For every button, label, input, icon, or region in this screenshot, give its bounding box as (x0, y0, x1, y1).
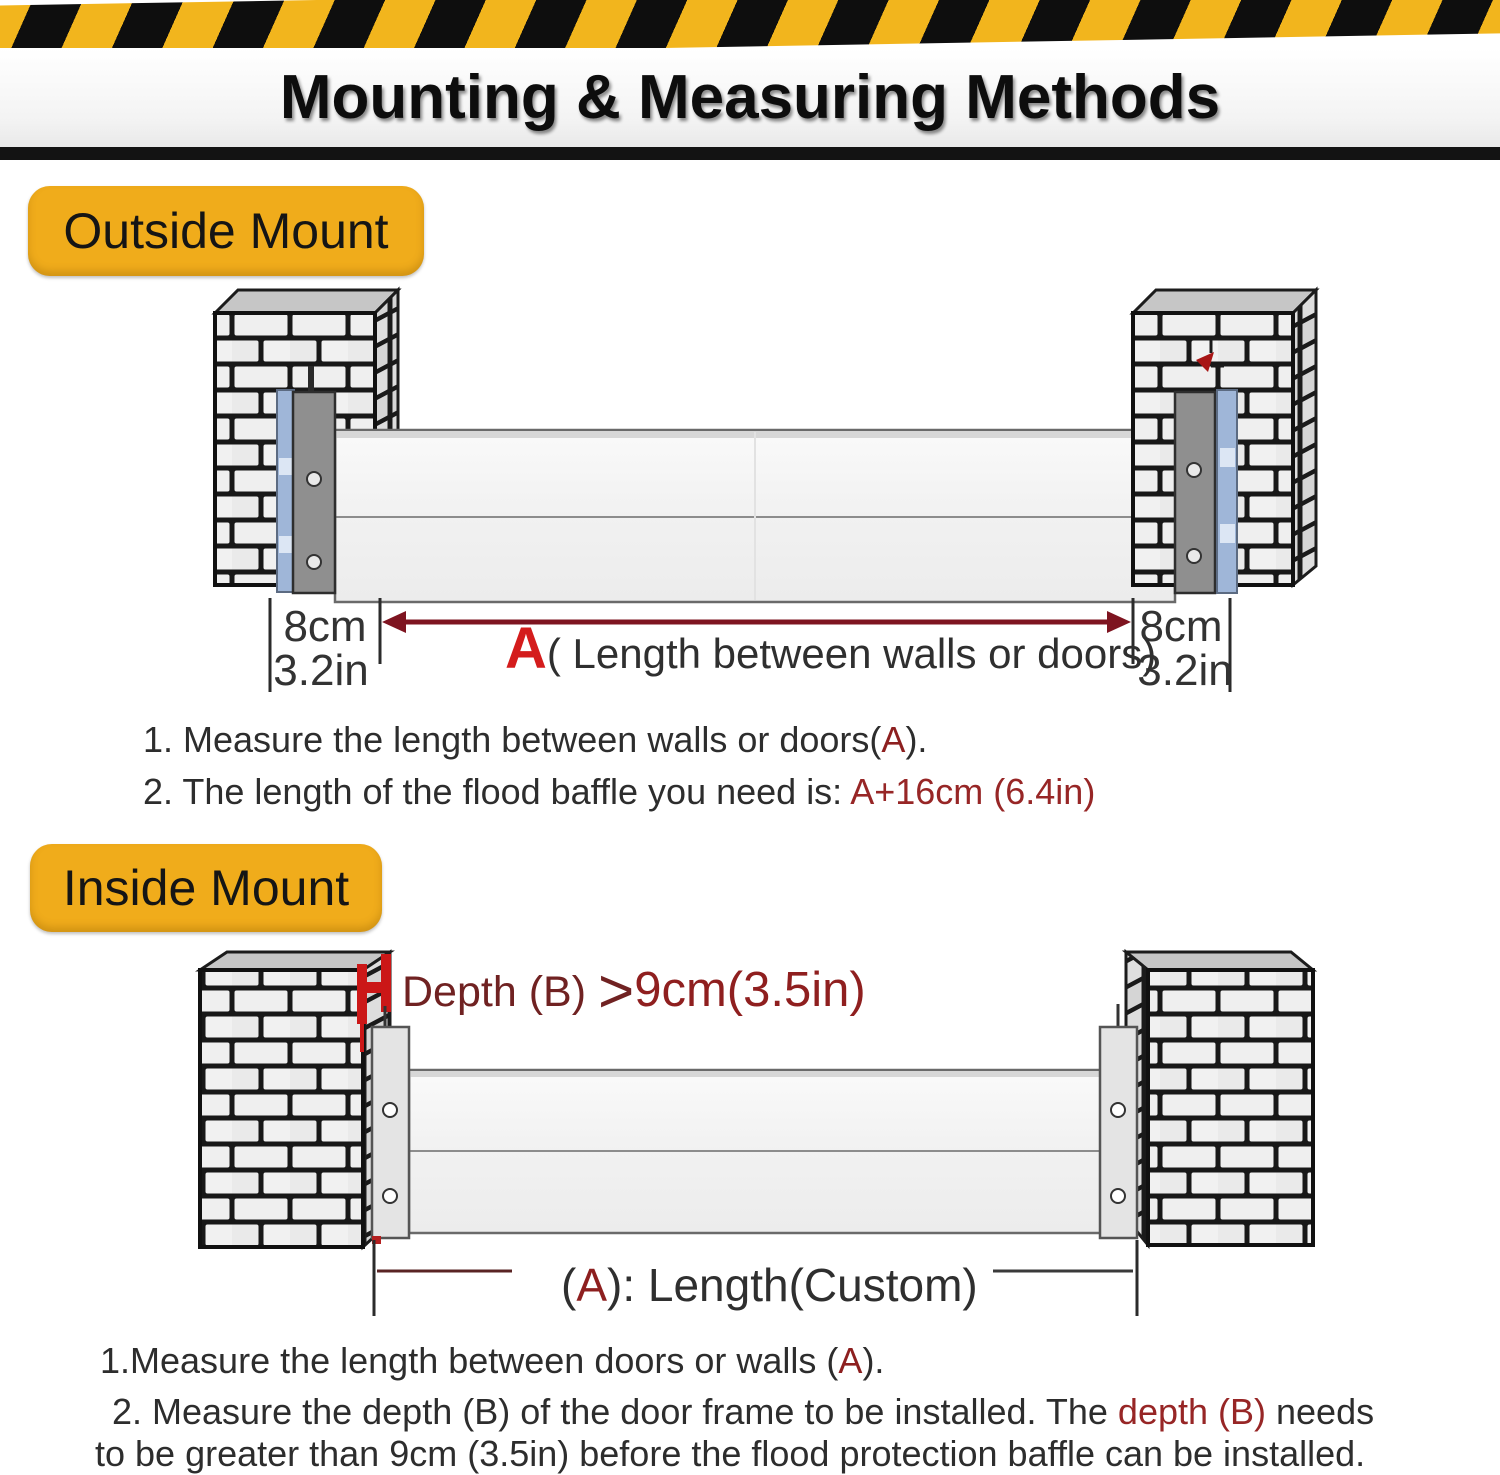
dim-label-length-custom (561, 1259, 978, 1311)
mounting-bracket-right (1100, 1027, 1137, 1238)
pillar-top-face (1126, 952, 1313, 970)
variable-a: A (881, 719, 906, 760)
dim-label-8cm-right: 8cm (1139, 602, 1223, 651)
panel-top-cap (410, 1071, 1100, 1077)
paren: ( (561, 1259, 577, 1311)
arrowhead-left-icon (382, 611, 406, 633)
outside-mount-badge-label: Outside Mount (63, 203, 389, 259)
instruction-inside-1 (100, 1340, 884, 1382)
dim-label-a-letter: A (505, 616, 547, 681)
screw-hole (1111, 1103, 1125, 1117)
screw-hole (307, 555, 321, 569)
inside-mount-diagram (0, 930, 1500, 1325)
caution-stripe-banner (0, 0, 1500, 52)
mounting-bracket-left-assembly (372, 1006, 409, 1244)
screw-hole (1187, 463, 1201, 477)
mounting-bracket-right-assembly (1100, 1004, 1137, 1238)
dimension-annotations-inside (374, 1240, 1137, 1316)
flood-barrier-panel (409, 1070, 1101, 1233)
pillar-top-face (1133, 290, 1316, 313)
screw-hole (307, 472, 321, 486)
brick-pillar-right (1126, 952, 1313, 1245)
pillar-top-face (215, 290, 398, 313)
paren: ( (869, 719, 882, 760)
depth-highlight: depth (B) (1117, 1391, 1266, 1432)
pillar-front-face (200, 970, 363, 1247)
pillar-front-face (1148, 970, 1313, 1245)
header-divider (0, 147, 1500, 160)
greater-than-sign: > (597, 957, 635, 1026)
instruction-text: 2. Measure the depth (B) of the door frame to be installed. The (112, 1391, 1118, 1432)
flood-barrier-panel (335, 430, 1175, 602)
variable-a: A (838, 1340, 863, 1381)
page-title: Mounting & Measuring Methods (279, 63, 1221, 132)
dim-label-a-text: ( Length between walls or doors) (546, 630, 1157, 677)
instruction-text: to be greater than 9cm (3.5in) before the flood protection baffle can be installed. (95, 1433, 1366, 1474)
dim-label-text: ): Length(Custom) (607, 1259, 978, 1311)
screw-hole (1187, 549, 1201, 563)
depth-marker-rung (357, 982, 391, 993)
header (0, 48, 1500, 147)
seal-strip-slot (1220, 524, 1235, 543)
inside-mount-badge-label: Inside Mount (62, 860, 350, 916)
instruction-outside-2 (143, 771, 1095, 813)
instruction-text: needs (1266, 1391, 1375, 1432)
depth-label (402, 957, 866, 1026)
dim-label-32in-left: 3.2in (273, 646, 369, 695)
dim-label-length-a (505, 616, 1156, 681)
instruction-inside-2 (112, 1391, 1374, 1433)
mounting-bracket-left-assembly (277, 366, 335, 593)
dim-label-8cm-left: 8cm (283, 602, 367, 651)
instruction-text: 1. Measure the length between walls or doors (143, 719, 870, 760)
inside-mount-badge (30, 844, 382, 932)
outside-mount-diagram (0, 278, 1500, 703)
depth-label-text: Depth (B) (402, 968, 598, 1016)
paren: ). (862, 1340, 885, 1381)
instruction-inside-3 (95, 1433, 1365, 1475)
dim-label-32in-right: 3.2in (1137, 646, 1233, 695)
paren: ). (905, 719, 928, 760)
screw-hole (383, 1189, 397, 1203)
screw-hole (1111, 1189, 1125, 1203)
seal-strip-right (1217, 390, 1237, 593)
screw-hole (383, 1103, 397, 1117)
instruction-outside-1 (143, 719, 927, 761)
caution-stripes (0, 0, 1500, 52)
depth-marker-bar (357, 964, 367, 1024)
mounting-bracket-left (372, 1027, 409, 1238)
paren: ( (826, 1340, 839, 1381)
variable-a: A (576, 1259, 608, 1311)
seal-strip-slot (1220, 448, 1235, 467)
outside-mount-badge (28, 186, 424, 276)
instruction-text: 1.Measure the length between doors or walls (100, 1340, 827, 1381)
depth-value: 9cm(3.5in) (634, 963, 866, 1017)
seal-strip-left (277, 390, 294, 592)
dimension-annotations-outside (270, 598, 1233, 695)
instruction-text: 2. The length of the flood baffle you need is: (143, 771, 851, 812)
pillar-side-face (1293, 290, 1316, 585)
formula-highlight: A+16cm (6.4in) (850, 771, 1096, 812)
seal-strip-slot (279, 536, 292, 553)
seal-strip-slot (279, 458, 292, 475)
anchor-pin (308, 366, 314, 394)
